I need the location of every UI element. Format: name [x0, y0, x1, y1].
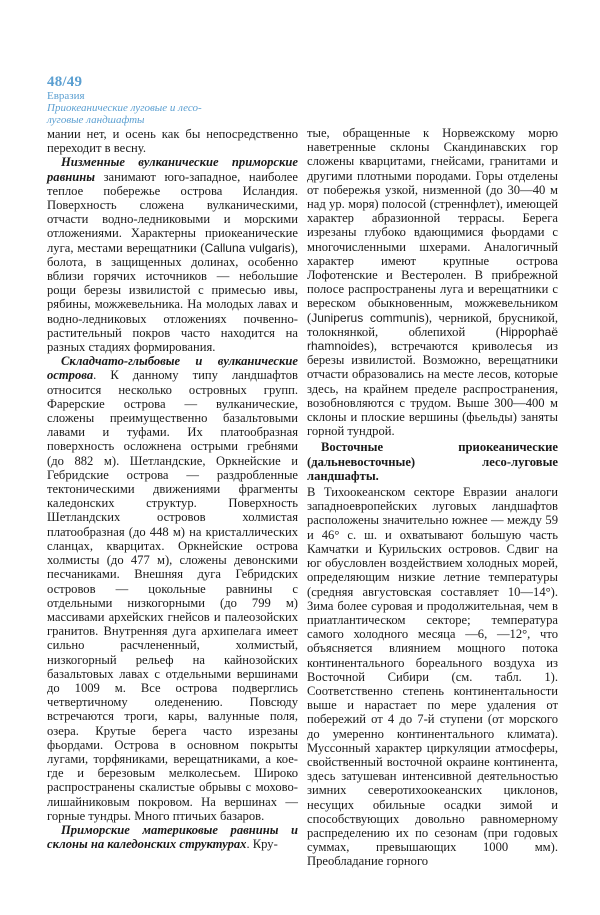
paragraph-pacific: В Тихоокеанском секторе Евразии аналоги западноевропейских луговых ландшафтов расположены значительно южнее — между 59 и 46° с. ш. и охватывают большую часть Камчатки и Курильских островов. Сдвиг на юг обусловлен воздействием холодных морей, определяющим низкие летние температуры (средняя августовская составляет 10—14°). Зима более суровая и продолжительная, чем в приатлантическом секторе; температура самого холодного месяца —6, —12°, что объясняется влиянием мощного потока континентального бореального воздуха из Восточной Сибири (см. табл. 1). Соответственно степень континентальности выше и нарастает по мере удаления от побережий от 4 до 7-й ступени (от морского до умеренно континентального климата). Муссонный характер циркуляции атмосферы, свойственный восточной окраине континента, здесь затушеван интенсивной деятельностью зимних северотихоокеанских циклонов, несущих обильные осадки зимой и способствующих довольно равномерному распределению их по сезонам (при годовых суммах, превышающих 1000 мм). Преобладание горного	[307, 485, 558, 869]
paragraph-scandinavia: тые, обращенные к Норвежскому морю наветренные склоны Скандинавских гор сложены кварцитами, гнейсами, гранитами и другими плотными породами. Горы отделены от побережья узкой, низменной (до 30—40 м над ур. моря) полосой (стреннфлет), имеющей характер абразионной террасы. Берега изрезаны глубоко вдающимися фьордами с многочисленными шхерами. Аналогичный характер имеют крупные острова Лофотенские и Вестеролен. В прибрежной полосе распространены луга и верещатники с вереском обыкновенным, можжевельником (Juniperus communis), черникой, брусникой, толокнянкой, облепихой (Hippophaë rhamnoides), встречаются криволесья из березы извилистой. Возможно, верещатники отчасти образовались на месте лесов, которые здесь, на крайнем пределе распространения, возобновляются с трудом. Выше 300—400 м склоны и плоские вершины (фьельды) заняты горной тундрой.	[307, 126, 558, 439]
chapter-subtitle-line2: луговые ландшафты	[47, 114, 145, 126]
section-title: Евразия	[47, 90, 85, 102]
section-heading-eastern: Восточные приокеанические (дальневосточные) лесо-луговые ландшафты.	[307, 440, 558, 483]
subsection-title: Низменные вулканические приморские равнины	[47, 155, 298, 184]
paragraph-coastal-plains: Приморские материковые равнины и склоны на каледонских структурах. Кру-	[47, 822, 298, 852]
paragraph: мании нет, и осень как бы непосредственно переходит в весну.	[47, 127, 298, 156]
latin-name: Hippophaë rhamnoides	[307, 324, 558, 354]
paragraph-lowland-volcanic: Низменные вулканические приморские равнины занимают юго-западное, наиболее теплое побережье острова Исландия. Поверхность сложена вулканическими, отчасти водно-ледниковыми и морскими отложениями. Характерны приокеанические луга, местами верещатники (Calluna vulgaris), болота, в защищенных долинах, особенно вблизи горячих источников — небольшие рощи березы извилистой с примесью ивы, рябины, можжевельника. На молодых лавах и водно-ледниковых отложениях почвенно-растительный покров часто находится на разных стадиях формирования.	[47, 155, 298, 355]
subsection-title: Складчато-глыбовые и вулканические острова	[47, 354, 298, 383]
subsection-title: Приморские материковые равнины и склоны на каледонских структурах	[47, 822, 298, 852]
running-header	[47, 74, 307, 126]
latin-name: Juniperus communis	[311, 310, 425, 325]
left-column	[47, 127, 298, 851]
paragraph-folded-islands: Складчато-глыбовые и вулканические острова. К данному типу ландшафтов относится несколько островных групп. Фарерские острова — вулканические, сложены преимущественно базальтовыми лавами и туфами. Их платообразная поверхность осложнена острыми гребнями (до 882 м). Шетландские, Оркнейские и Гебридские острова — раздробленные тектоническими движениями фрагменты каледонских структур. Поверхность Шетландских островов холмистая платообразная (до 448 м) на кристаллических сланцах, кварцитах. Оркнейские острова холмисты (до 477 м), сложены девонскими песчаниками. Внешняя дуга Гебридских островов — цокольные равнины с отдельными низкогорными (до 799 м) массивами архейских гнейсов и палеозойских гранитов. Внутренняя дуга архипелага имеет сильно расчлененный, холмистый, низкогорный рельеф на кайнозойских базальтовых лавах с отдельными вершинами до 1009 м. Все острова подверглись четвертичному оледенению. Повсюду встречаются троги, кары, валунные поля, озера. Крутые берега часто изрезаны фьордами. Острова в основном покрыты лугами, торфяниками, верещатниками, а кое-где и березовым мелколесьем. Широко распространены скалистые обрывы с мохово-лишайниковым покровом. На вершинах — горные тундры. Много птичьих базаров.	[47, 354, 298, 823]
page-numbers: 48/49	[47, 74, 83, 90]
right-column	[307, 126, 558, 869]
latin-name: Calluna vulgaris	[204, 240, 291, 255]
chapter-subtitle-line1: Приокеанические луговые и лесо-	[47, 102, 202, 114]
